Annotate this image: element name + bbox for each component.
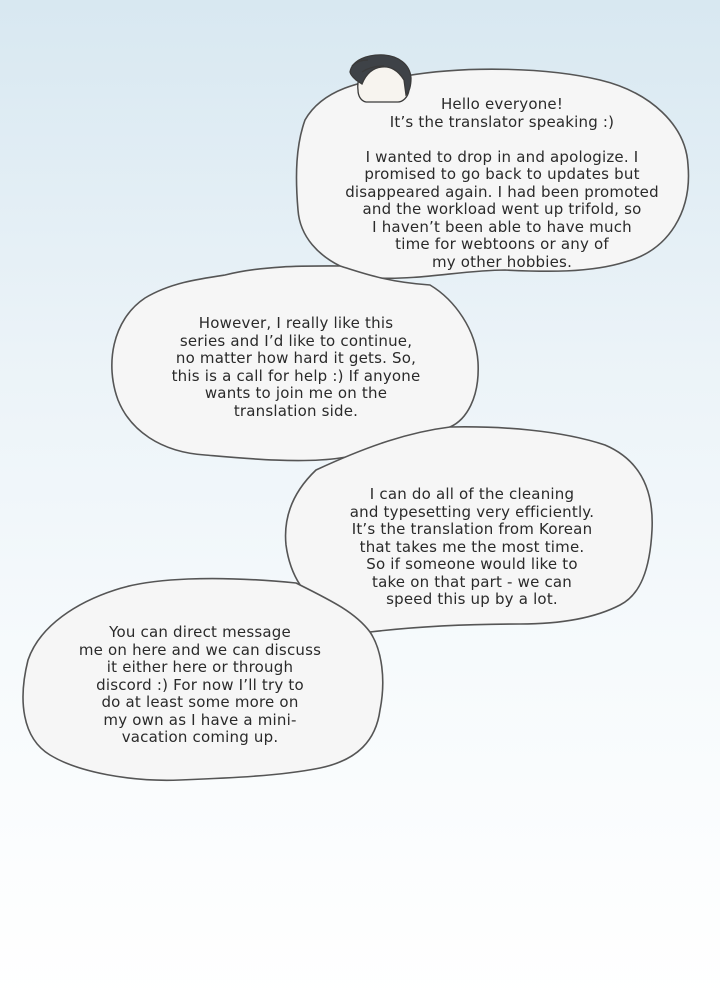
- bubble-2-text: However, I really like this series and I’d like to continue, no matter how hard it gets. So, this is a call for help :) If anyone wants to join me on the translation side.: [171, 314, 421, 420]
- bubble-3-text: I can do all of the cleaning and typesetting very efficiently. It’s the translation from Korean that takes me the most time. So if someone would like to take on that part - we can speed this up by a lot.: [349, 485, 595, 608]
- bubble-1-text: Hello everyone! It’s the translator speaking :) I wanted to drop in and apologize. I promised to go back to updates but disappeared again. I had been promoted and the workload went up trifold, so I haven’t been able to have much time for webtoons or any of my other hobbies.: [345, 95, 659, 271]
- translator-avatar-icon: [350, 55, 411, 102]
- bubble-4-text: You can direct message me on here and we can discuss it either here or through discord :) For now I’ll try to do at least some more on my own as I have a mini- vacation coming up.: [78, 623, 322, 746]
